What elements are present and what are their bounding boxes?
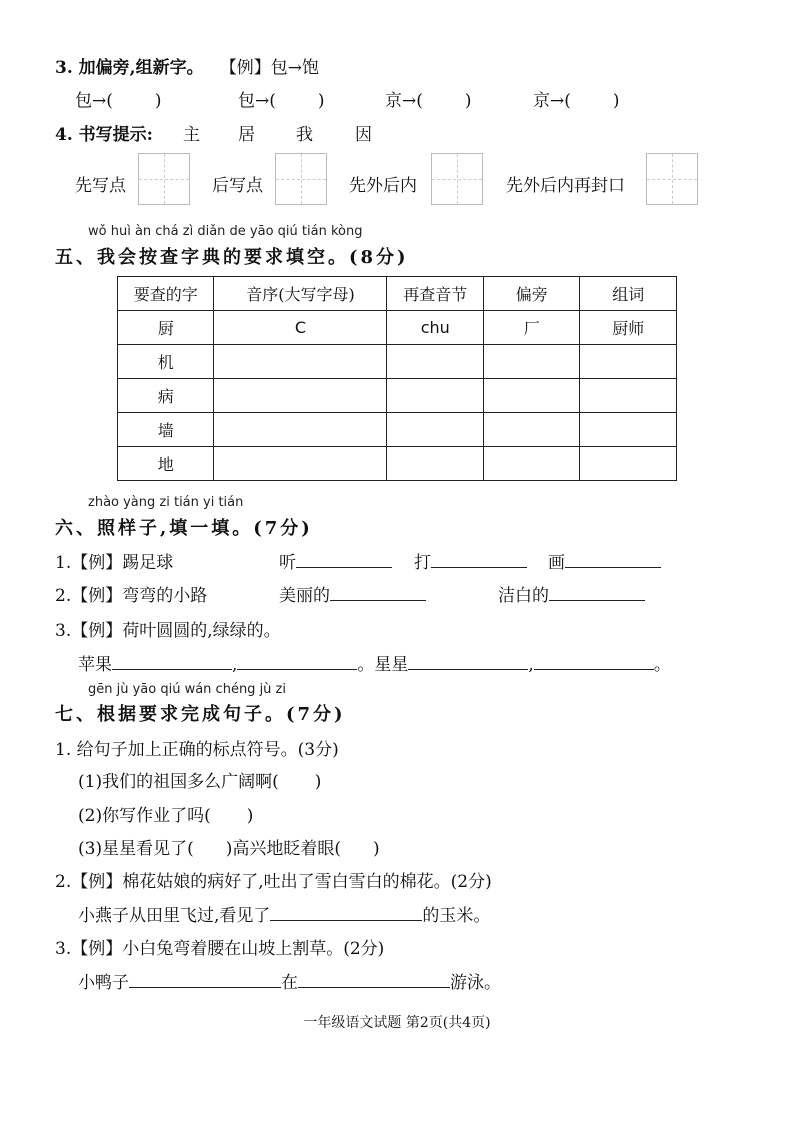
answer-cell[interactable]: [580, 379, 677, 413]
s6-title: 六、照样子,填一填。(7分): [55, 518, 313, 539]
answer-blank[interactable]: [270, 904, 422, 921]
answer-blank[interactable]: [534, 653, 654, 670]
table-header: 组词: [580, 277, 677, 311]
s6-q2-item-1: 美丽的: [279, 581, 426, 606]
table-header: 再查音节: [387, 277, 484, 311]
q4-char-4: 因: [355, 125, 372, 145]
q4-title: 4. 书写提示:: [55, 125, 153, 145]
s7-q3-line: 小鸭子 在 游泳。: [78, 973, 501, 993]
q4-label-1: 先写点: [75, 176, 126, 196]
q4-char-3: 我: [296, 125, 313, 145]
page-footer: 一年级语文试题 第2页(共4页): [303, 1015, 491, 1031]
s6-q3-line: 苹果 , 。星星 , 。: [78, 655, 671, 675]
answer-cell[interactable]: [580, 447, 677, 481]
q3-item-4: 京→( ): [533, 91, 620, 111]
table-row: [118, 311, 677, 345]
s7-q1-line-3: (3)星星看见了( )高兴地眨着眼( ): [78, 839, 380, 859]
answer-cell[interactable]: [580, 413, 677, 447]
answer-cell[interactable]: [484, 413, 580, 447]
table-row: [118, 447, 677, 481]
s6-q1-example: 1.【例】踢足球: [55, 553, 174, 573]
s6-q1-item-3: 画: [548, 548, 661, 573]
q3-item-2: 包→( ): [238, 91, 325, 111]
q4-label-3: 先外后内: [349, 176, 417, 196]
s7-q1-line-1: (1)我们的祖国多么广阔啊( ): [78, 772, 322, 792]
s6-pinyin: zhào yàng zi tián yi tián: [88, 495, 244, 510]
table-cell: chu: [387, 311, 484, 345]
table-row: [118, 413, 677, 447]
table-cell: 墙: [118, 413, 214, 447]
s7-pinyin: gēn jù yāo qiú wán chéng jù zi: [88, 682, 286, 697]
s6-q1-item-1: 听: [279, 548, 392, 573]
dictionary-table: [117, 276, 677, 481]
table-cell: C: [214, 311, 387, 345]
answer-blank[interactable]: [112, 653, 232, 670]
answer-cell[interactable]: [484, 345, 580, 379]
s5-pinyin: wǒ huì àn chá zì diǎn de yāo qiú tián kòng: [88, 224, 363, 239]
answer-blank[interactable]: [237, 653, 357, 670]
answer-blank[interactable]: [296, 551, 392, 568]
table-cell: 地: [118, 447, 214, 481]
writing-grid-4[interactable]: [646, 153, 698, 205]
answer-blank[interactable]: [565, 551, 661, 568]
answer-cell[interactable]: [387, 447, 484, 481]
s7-q1-title: 1. 给句子加上正确的标点符号。(3分): [55, 740, 339, 760]
s7-q3-example: 3.【例】小白兔弯着腰在山坡上割草。(2分): [55, 939, 385, 959]
s7-q2-example: 2.【例】棉花姑娘的病好了,吐出了雪白雪白的棉花。(2分): [55, 872, 492, 892]
answer-cell[interactable]: [387, 379, 484, 413]
answer-cell[interactable]: [387, 413, 484, 447]
table-row: [118, 379, 677, 413]
q4-char-2: 居: [238, 125, 255, 145]
table-header-row: [118, 277, 677, 311]
answer-blank[interactable]: [408, 653, 528, 670]
table-cell: 厨师: [580, 311, 677, 345]
table-header: 要查的字: [118, 277, 214, 311]
s5-title: 五、我会按查字典的要求填空。(8分): [55, 247, 409, 268]
s7-q2-line: 小燕子从田里飞过,看见了 的玉米。: [78, 906, 491, 926]
answer-cell[interactable]: [214, 447, 387, 481]
q3-item-3: 京→( ): [385, 91, 472, 111]
s6-q2-item-2: 洁白的: [498, 581, 645, 606]
answer-blank[interactable]: [330, 584, 426, 601]
answer-cell[interactable]: [484, 447, 580, 481]
table-cell: 厂: [484, 311, 580, 345]
q3-item-1: 包→( ): [75, 91, 162, 111]
table-row: [118, 345, 677, 379]
q4-label-2: 后写点: [212, 176, 263, 196]
q4-char-1: 主: [183, 125, 200, 145]
s6-q2-example: 2.【例】弯弯的小路: [55, 586, 208, 606]
answer-cell[interactable]: [214, 345, 387, 379]
answer-cell[interactable]: [484, 379, 580, 413]
answer-cell[interactable]: [580, 345, 677, 379]
writing-grid-2[interactable]: [275, 153, 327, 205]
s6-q3-example: 3.【例】荷叶圆圆的,绿绿的。: [55, 621, 281, 641]
answer-blank[interactable]: [549, 584, 645, 601]
q4-label-4: 先外后内再封口: [506, 176, 625, 196]
table-header: 音序(大写字母): [214, 277, 387, 311]
s7-q1-line-2: (2)你写作业了吗( ): [78, 806, 254, 826]
answer-blank[interactable]: [431, 551, 527, 568]
answer-cell[interactable]: [214, 379, 387, 413]
table-cell: 机: [118, 345, 214, 379]
s7-title: 七、根据要求完成句子。(7分): [55, 704, 346, 725]
writing-grid-3[interactable]: [431, 153, 483, 205]
answer-cell[interactable]: [214, 413, 387, 447]
table-header: 偏旁: [484, 277, 580, 311]
table-cell: 病: [118, 379, 214, 413]
table-cell: 厨: [118, 311, 214, 345]
q3-title: 3. 加偏旁,组新字。 【例】包→饱: [55, 58, 320, 78]
answer-blank[interactable]: [298, 971, 450, 988]
s6-q1-item-2: 打: [414, 548, 527, 573]
answer-cell[interactable]: [387, 345, 484, 379]
answer-blank[interactable]: [129, 971, 281, 988]
writing-grid-1[interactable]: [138, 153, 190, 205]
